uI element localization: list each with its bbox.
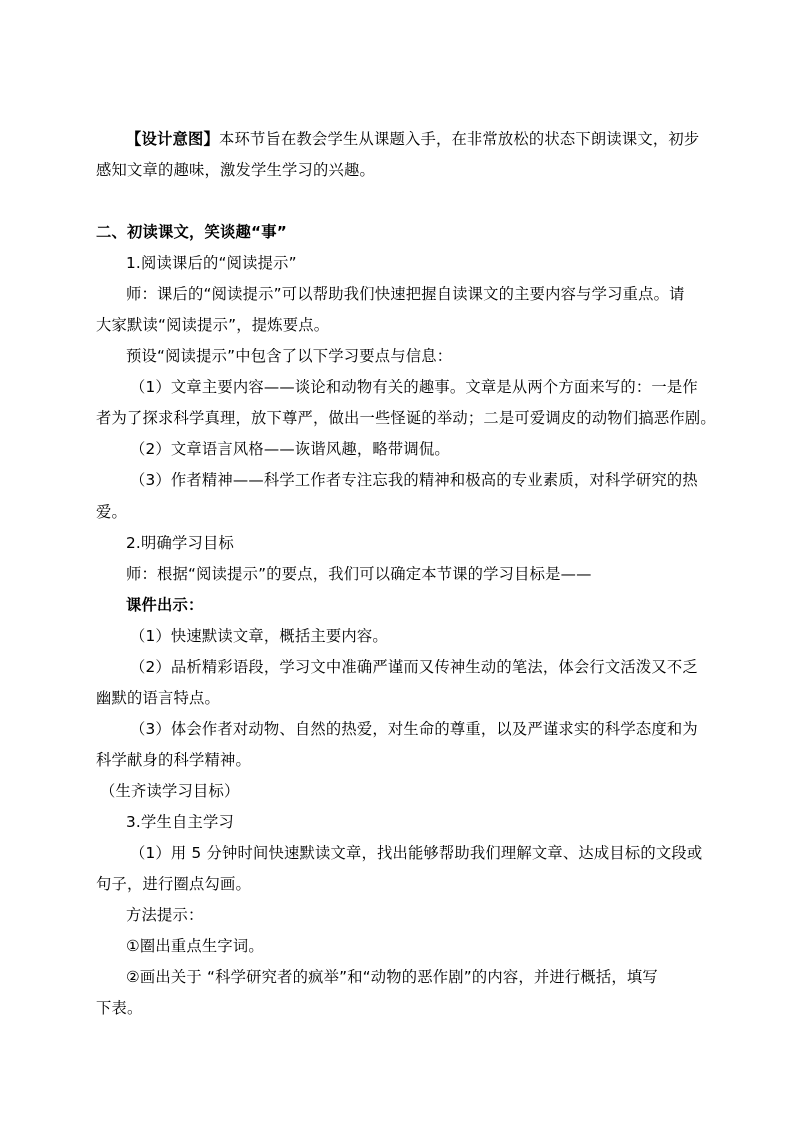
method1-line: ①圈出重点生字词。 (126, 937, 264, 955)
point3-line-1: （3）作者精神——科学工作者专注忘我的精神和极高的专业素质，对科学研究的热 (130, 471, 698, 489)
preset-line: 预设“阅读提示”中包含了以下学习要点与信息： (126, 347, 453, 365)
teacher-line-1: 师：课后的“阅读提示”可以帮助我们快速把握自读课文的主要内容与学习重点。请 (126, 285, 685, 303)
step3-title: 3.学生自主学习 (126, 813, 234, 831)
method2-line-2: 下表。 (96, 999, 143, 1017)
task1-line-2: 句子，进行圈点勾画。 (96, 875, 251, 893)
teacher-line-2: 大家默读“阅读提示”，提炼要点。 (96, 316, 330, 334)
point1-line-1: （1）文章主要内容——谈论和动物有关的趣事。文章是从两个方面来写的：一是作 (130, 378, 698, 396)
read-goals-note: （生齐读学习目标） (100, 782, 240, 800)
goal1-line: （1）快速默读文章，概括主要内容。 (130, 627, 388, 645)
point3-line-2: 爱。 (96, 503, 127, 521)
goal3-line-1: （3）体会作者对动物、自然的热爱，对生命的尊重，以及严谨求实的科学态度和为 (130, 720, 698, 738)
goal2-line-2: 幽默的语言特点。 (96, 689, 220, 707)
step1-title: 1.阅读课后的“阅读提示” (126, 254, 297, 272)
point2-line: （2）文章语言风格——诙谐风趣，略带调侃。 (130, 440, 450, 458)
step2-teacher: 师：根据“阅读提示”的要点，我们可以确定本节课的学习目标是—— (126, 565, 592, 583)
point1-line-2: 者为了探求科学真理，放下尊严，做出一些怪诞的举动；二是可爱调皮的动物们搞恶作剧。 (96, 409, 716, 427)
method2-line-1: ②画出关于 “科学研究者的疯举”和“动物的恶作剧”的内容，并进行概括，填写 (126, 968, 658, 986)
goal3-line-2: 科学献身的科学精神。 (96, 751, 251, 769)
section-heading: 二、初读课文，笑谈趣“事” (96, 223, 287, 241)
task1-line-1: （1）用 5 分钟时间快速默读文章，找出能够帮助我们理解文章、达成目标的文段或 (130, 844, 703, 862)
goal2-line-1: （2）品析精彩语段，学习文中准确严谨而又传神生动的笔法，体会行文活泼又不乏 (130, 658, 698, 676)
method-label: 方法提示： (126, 906, 204, 924)
design-intent-label: 【设计意图】 (126, 130, 219, 148)
step2-title: 2.明确学习目标 (126, 534, 234, 552)
design-intent-line-2: 感知文章的趣味，激发学生学习的兴趣。 (96, 161, 375, 179)
design-intent-text: 本环节旨在教会学生从课题入手，在非常放松的状态下朗读课文，初步 (218, 130, 700, 148)
courseware-label: 课件出示： (126, 596, 204, 614)
design-intent-line-1 (126, 129, 699, 149)
